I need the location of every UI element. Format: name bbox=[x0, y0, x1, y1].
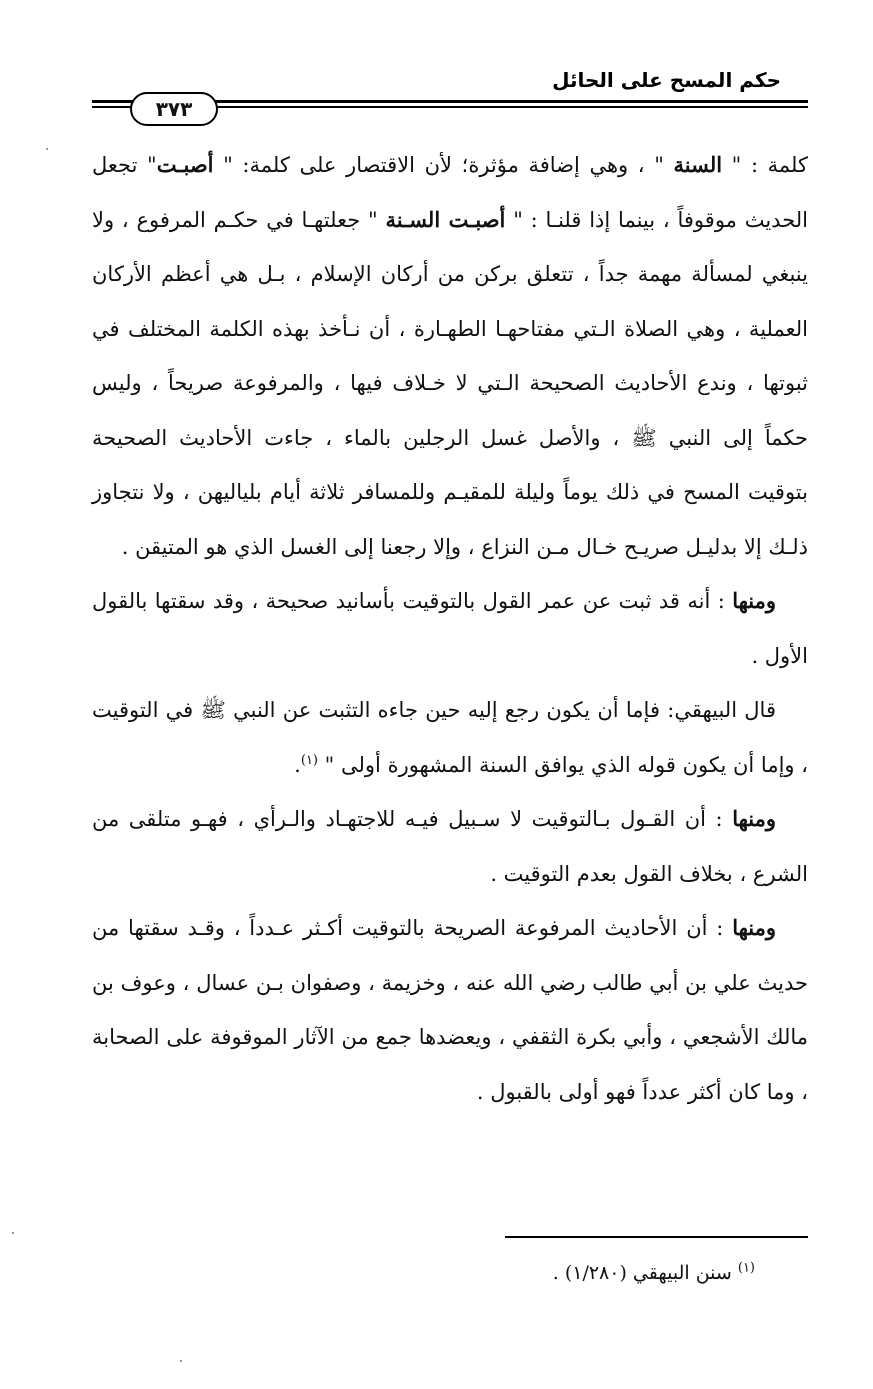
text-segment: " جعلتهـا في حكـم المرفوع ، ولا ينبغي لمسألة مهمة جداً ، تتعلق بركن من أركان الإسلام ، بـل هي أعظم الأركان العملية ، وهي الصلاة الـتي مفتاحهـا الطهـارة ، أن نـأخذ بهذه الكلمة المختلف في ثبوتها ، وندع الأحاديث الصحيحة الـتي لا خـلاف فيها ، والمرفوعة صريحاً ، وليس حكماً إلى النبي ﷺ ، والأصل غسل الرجلين بالماء ، جاءت الأحاديث الصحيحة بتوقيت المسح في ذلك يوماً وليلة للمقيـم وللمسافر ثلاثة أيام بلياليهن ، ولا نتجاوز ذلـك إلا بدليـل صريـح خـال مـن النزاع ، وإلا رجعنا إلى الغسل الذي هو المتيقن . bbox=[92, 207, 808, 559]
keyword: أصبـت السـنة bbox=[385, 206, 506, 232]
paragraph bbox=[92, 792, 808, 901]
footnote-rule bbox=[505, 1236, 808, 1238]
text-segment: " ، وهي إضافة مؤثرة؛ لأن الاقتصار على كلمة: " bbox=[213, 153, 674, 177]
text-segment: قال البيهقي: فإما أن يكون رجع إليه حين جاءه التثبت عن النبي ﷺ في التوقيت ، وإما أن يكون قوله الذي يوافق السنة المشهورة أولى " bbox=[92, 698, 808, 777]
text-segment: . bbox=[294, 752, 301, 777]
keyword: ومنها bbox=[732, 915, 776, 940]
keyword: ومنها bbox=[732, 806, 776, 831]
rule-right bbox=[212, 100, 808, 116]
text-segment: كلمة : " bbox=[722, 153, 808, 177]
text-segment: : أنه قد ثبت عن عمر القول بالتوقيت بأسانيد صحيحة ، وقد سقتها بالقول الأول . bbox=[92, 589, 808, 668]
paragraph bbox=[92, 683, 808, 792]
keyword: ومنها bbox=[732, 588, 776, 613]
footnote-text: سنن البيهقي (١/٢٨٠) . bbox=[552, 1262, 738, 1284]
footnote bbox=[553, 1262, 755, 1284]
paragraph bbox=[92, 574, 808, 683]
text-segment: : أن القـول بـالتوقيت لا سـبيل فيـه للاجتهـاد والـرأي ، فهـو متلقى من الشرع ، بخلاف القول بعدم التوقيت . bbox=[92, 807, 808, 886]
running-title: حكم المسح على الحائل bbox=[552, 68, 781, 92]
keyword: السنة bbox=[673, 152, 723, 177]
page-number: ٣٧٣ bbox=[130, 92, 218, 126]
text-segment: : أن الأحاديث المرفوعة الصريحة بالتوقيت أكـثر عـدداً ، وقـد سقتها من حديث علي بن أبي طالب رضي الله عنه ، وخزيمة ، وصفوان بـن عسال ، وعوف بن مالك الأشجعي ، وأبي بكرة الثقفي ، ويعضدها جمع من الآثار الموقوفة على الصحابة ، وما كان أكثر عدداً فهو أولى بالقبول . bbox=[92, 916, 808, 1104]
paragraph bbox=[92, 138, 808, 574]
paragraph bbox=[92, 901, 808, 1119]
footnote-ref: (١) bbox=[300, 752, 318, 768]
body-text bbox=[92, 138, 808, 1119]
keyword: أصبـت bbox=[156, 152, 214, 177]
text-segment: " تجعل الحديث موقوفاً ، بينما إذا قلنـا : " bbox=[92, 153, 808, 232]
header-rule bbox=[92, 96, 808, 120]
footnote-marker: (١) bbox=[737, 1260, 755, 1276]
rule-left bbox=[92, 100, 134, 116]
